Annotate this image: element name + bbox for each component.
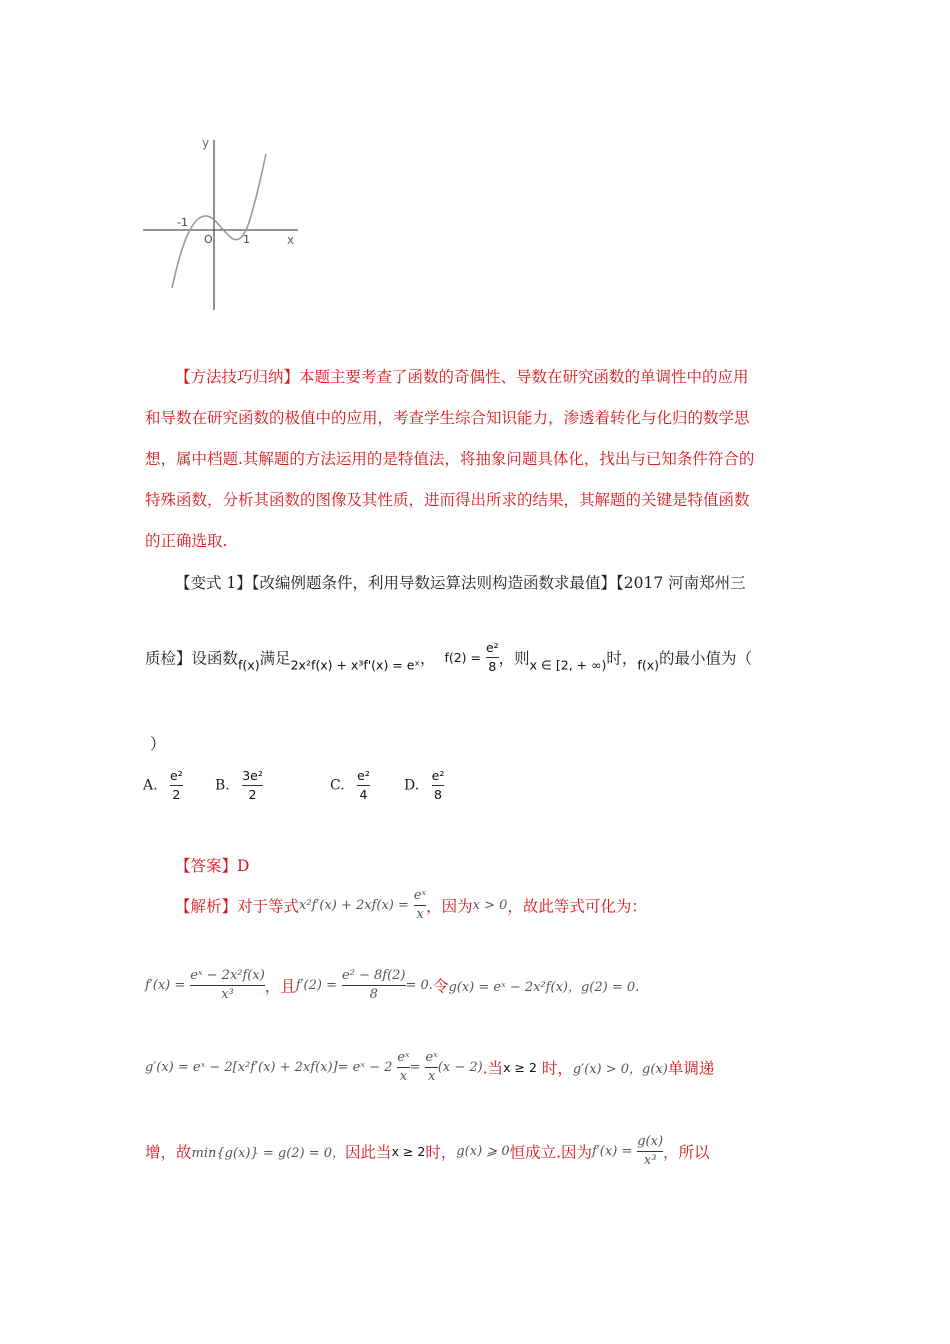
analysis-line-4: 增，故min{g(x)} = g(2) = 0，因此当x ≥ 2时，g(x) ⩾ 0恒成立.因为f′(x) = $\frac{g(x)}{\text{x³}}$ ，所以 [145,1134,710,1168]
graph-svg [140,132,310,312]
variant-title: 【变式 1】【改编例题条件，利用导数运算法则构造函数求最值】【2017 河南郑州三 [175,574,746,592]
answer-value: D [237,857,250,875]
y-axis-label: y [202,136,210,150]
tick-neg1-label: -1 [177,216,188,229]
tick-1-label: 1 [243,233,250,246]
option-a: A. $\frac{\text{e²}}{2}$ [143,768,183,802]
answer-line: 【答案】D [175,857,250,875]
function-graph [140,132,310,312]
analysis-line-1: 【解析】对于等式x²f′(x) + 2xf(x) = $\frac{\text{eˣ}}{x}$ ，因为x > 0，故此等式可化为： [175,888,647,922]
given-equation: 2x²f(x) + x³f'(x) = eˣ [290,657,420,673]
domain-condition: x ∈ [2, + ∞) [529,657,607,673]
method-heading: 【方法技巧归纳】 [175,368,300,386]
close-paren: ） [150,735,166,753]
f2-label: f(2) = [444,650,481,665]
method-line-2: 和导数在研究函数的极值中的应用，考查学生综合知识能力，渗透着转化与化归的数学思 [145,409,750,427]
f2-fraction: $\frac{\text{e²}}{8}$ [485,640,499,674]
x-axis-label: x [287,233,295,247]
method-line-3: 想，属中档题.其解题的方法运用的是特值法，将抽象问题具体化，找出与已知条件符合的 [145,450,755,468]
origin-label: O [204,233,213,246]
method-paragraph [145,357,825,562]
analysis-line-2: f′(x) = $\frac{\text{eˣ − 2x²f(x)}}{\text{x³}}$ ，且f′(2) = $\frac{\text{e² − 8f(2)}}{8}$ = 0.令g(x) = eˣ − 2x²f(x)，g(2) = 0. [145,968,640,1002]
fx-symbol: f(x) [238,657,260,673]
method-line-1: 【方法技巧归纳】本题主要考查了函数的奇偶性、导数在研究函数的单调性中的应用 [175,368,749,386]
option-b: B. $\frac{\text{3e²}}{2}$ [215,768,263,802]
variant-question: 质检】设函数$_{f(x)}$满足$_{2x^2f(x) + x^3f'(x) = eˣ}$， f(2) = $\frac{\text{e²}}{8}$ ，则$_{x \in [2, + \infty)}$时，$_{f(x)}$的最小值为（ [145,640,752,674]
option-d: D. $\frac{\text{e²}}{8}$ [404,768,445,802]
fx-symbol-2: f(x) [637,657,659,673]
analysis-line-3: g′(x) = eˣ − 2[x²f′(x) + 2xf(x)]= eˣ − 2 $\frac{\text{eˣ}}{x}$ = $\frac{\text{eˣ}}{x}$ (x − 2).当x ≥ 2 时，g′(x) > 0，g(x)单调递 [145,1050,715,1084]
method-line-5: 的正确选取. [145,532,228,550]
option-c: C. $\frac{\text{e²}}{4}$ [330,768,370,802]
method-line-4: 特殊函数，分析其函数的图像及其性质，进而得出所求的结果，其解题的关键是特值函数 [145,491,750,509]
